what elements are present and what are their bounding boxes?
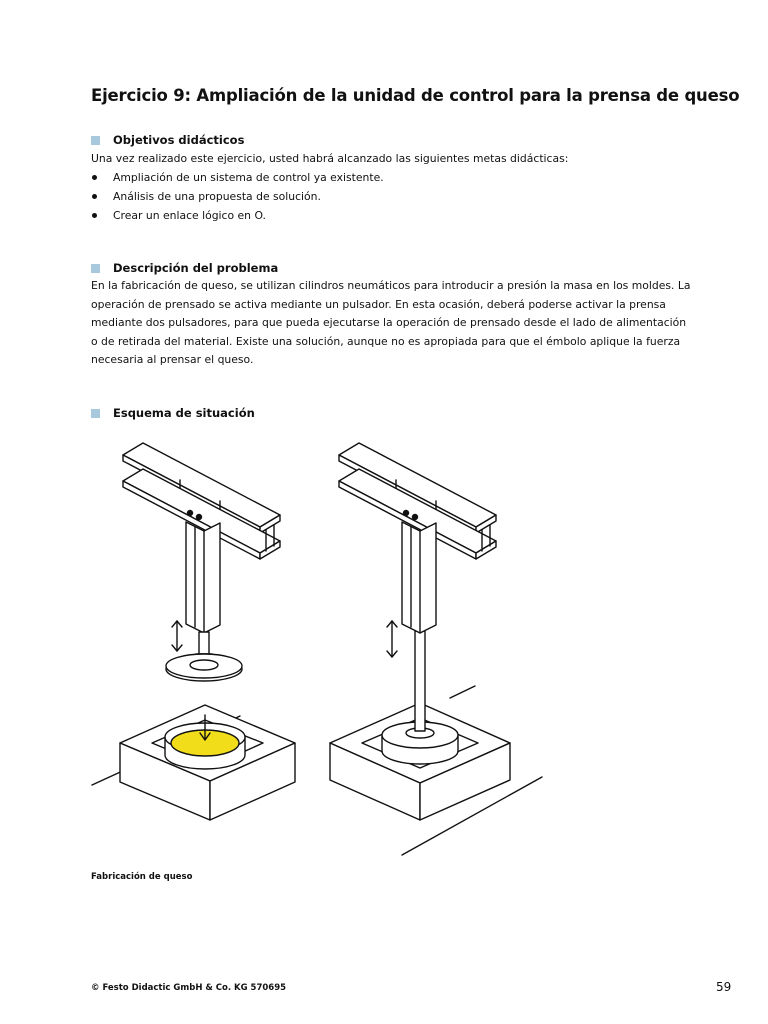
objectives-heading-text: Objetivos didácticos xyxy=(113,133,245,147)
schema-heading-text: Esquema de situación xyxy=(113,406,255,420)
page-number: 59 xyxy=(716,980,732,994)
list-item: Crear un enlace lógico en O. xyxy=(91,206,384,225)
page-title: Ejercicio 9: Ampliación de la unidad de control para la prensa de queso xyxy=(91,86,740,105)
left-cylinder-icon xyxy=(186,522,220,662)
schema-heading xyxy=(91,406,255,420)
problem-heading-text: Descripción del problema xyxy=(113,261,279,275)
list-item: Análisis de una propuesta de solución. xyxy=(91,187,384,206)
footer-copyright: © Festo Didactic GmbH & Co. KG 570695 xyxy=(91,983,287,993)
problem-text: En la fabricación de queso, se utilizan cilindros neumáticos para introducir a presión la masa en los moldes. La operación de prensado se activa mediante un pulsador. En esta ocasión, deberá poderse activar la prensa mediante dos pulsadores, para que pueda ejecutarse la operación de prensado desde el lado de alimentación o de retirada del material. Existe una solución, aunque no es apropiada para que el émbolo aplique la fuerza necesaria al prensar el queso. xyxy=(91,279,691,367)
right-updown-arrow-icon xyxy=(387,621,397,657)
square-bullet-icon xyxy=(91,409,100,418)
cheese-press-illustration xyxy=(80,425,560,865)
left-updown-arrow-icon xyxy=(172,621,182,651)
left-press xyxy=(92,443,295,820)
square-bullet-icon xyxy=(91,136,100,145)
list-item: Ampliación de un sistema de control ya existente. xyxy=(91,168,384,187)
figure-caption: Fabricación de queso xyxy=(91,872,193,882)
left-plate-icon xyxy=(166,654,242,681)
right-press xyxy=(330,443,542,855)
objectives-heading xyxy=(91,133,244,147)
objectives-intro: Una vez realizado este ejercicio, usted habrá alcanzado las siguientes metas didácticas: xyxy=(91,152,569,165)
square-bullet-icon xyxy=(91,264,100,273)
objectives-list xyxy=(91,168,384,225)
problem-heading xyxy=(91,261,278,275)
right-cylinder-icon xyxy=(402,522,436,731)
